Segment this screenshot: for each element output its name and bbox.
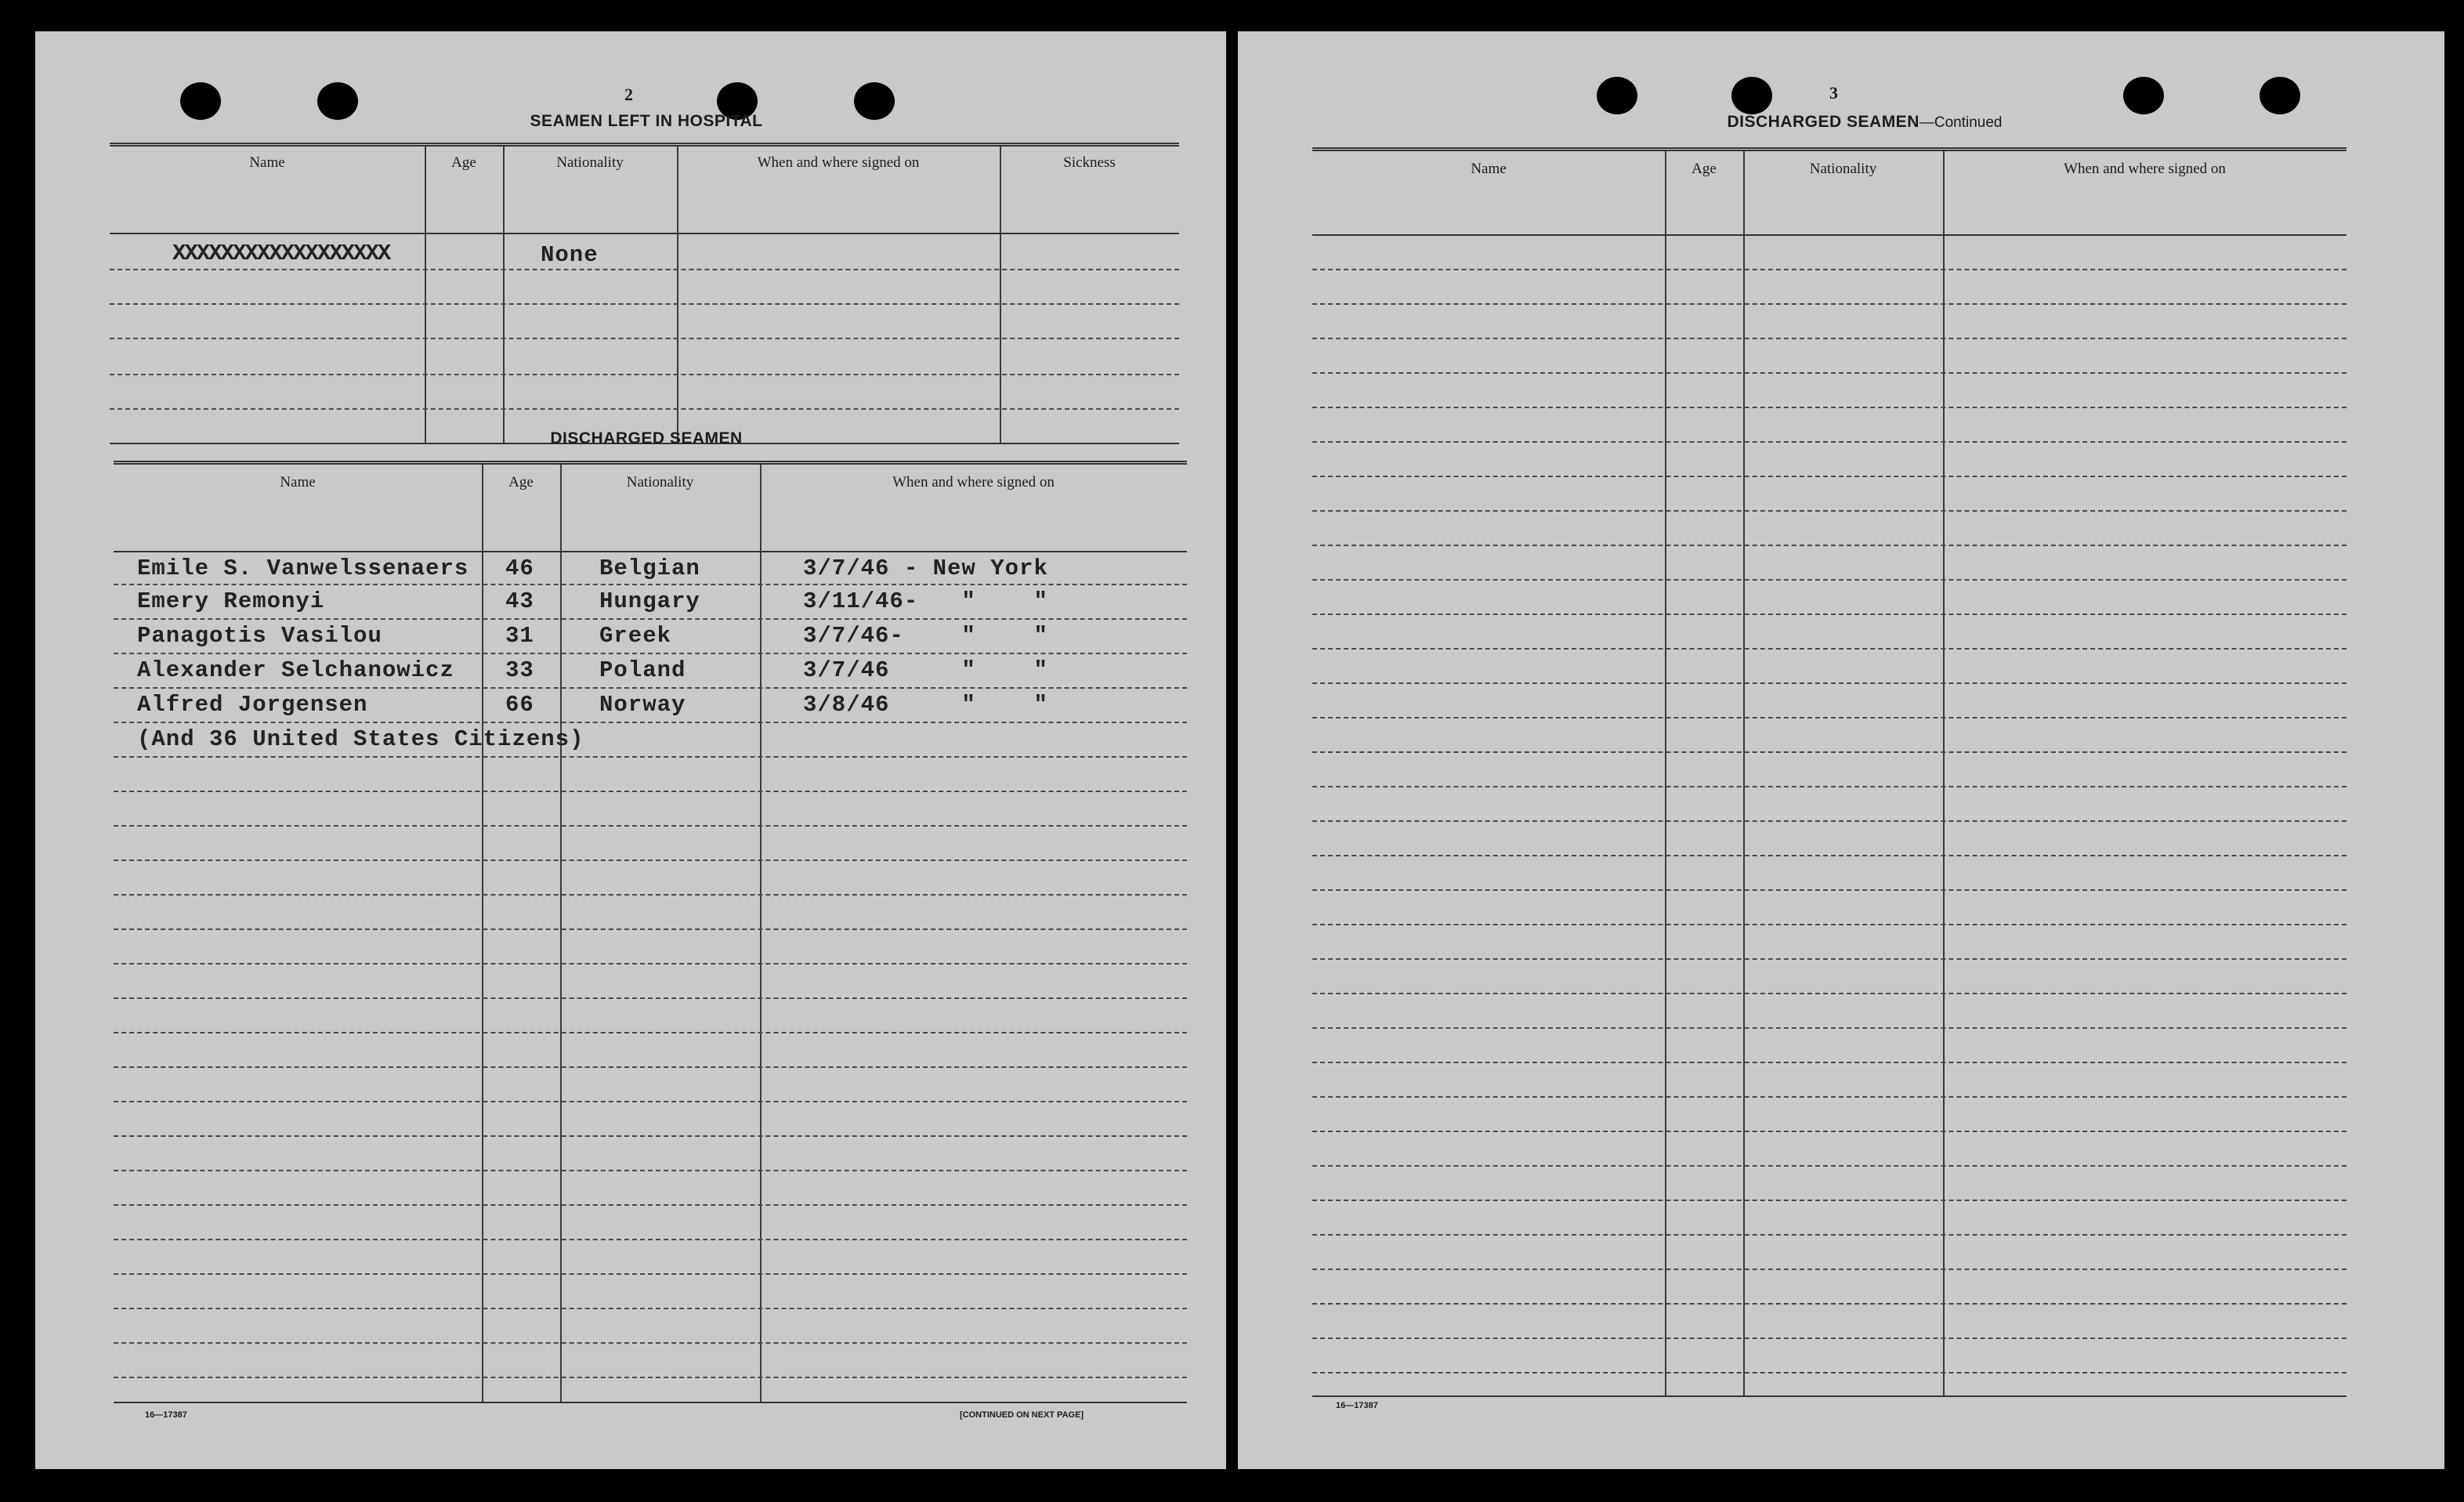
discharged-row-signed-on: 3/7/46- " " (803, 623, 1048, 649)
col-header-nationality: Nationality (556, 154, 624, 171)
discharged-continued-title (1630, 113, 2100, 132)
col-header-name: Name (280, 474, 316, 490)
page-number: 2 (624, 85, 633, 104)
hospital-row-nationality: None (541, 242, 599, 268)
continued-note: [CONTINUED ON NEXT PAGE] (960, 1410, 1084, 1420)
col-header-nationality: Nationality (1809, 161, 1877, 177)
discharged-continued-table (1312, 147, 2346, 1397)
discharged-row-age: 66 (505, 692, 534, 718)
hospital-row-name: XXXXXXXXXXXXXXXXXX (172, 241, 390, 266)
col-header-name: Name (249, 154, 285, 171)
right-page (1238, 31, 2444, 1469)
discharged-row-age: 46 (505, 556, 534, 581)
col-header-sickness: Sickness (1063, 154, 1116, 171)
hospital-table (110, 143, 1179, 444)
discharged-row-nationality: Belgian (599, 556, 700, 581)
discharged-row-signed-on: 3/7/46 " " (803, 657, 1048, 683)
punch-hole (2123, 77, 2164, 114)
discharged-section-title: DISCHARGED SEAMEN (550, 429, 743, 447)
discharged-note: (And 36 United States Citizens) (137, 726, 584, 752)
form-number: 16—17387 (1336, 1401, 1378, 1410)
col-header-age: Age (451, 154, 476, 171)
discharged-row-age: 31 (505, 623, 534, 649)
discharged-row-age: 43 (505, 588, 534, 614)
title-text: DISCHARGED SEAMEN (1727, 113, 1919, 131)
discharged-row-nationality: Hungary (599, 588, 700, 614)
col-header-name: Name (1471, 161, 1507, 177)
discharged-row-name: Alexander Selchanowicz (137, 657, 454, 683)
discharged-row-name: Alfred Jorgensen (137, 692, 368, 718)
punch-hole (2260, 77, 2300, 114)
discharged-table (114, 461, 1187, 1403)
left-page (35, 31, 1226, 1469)
discharged-row-age: 33 (505, 657, 534, 683)
page-number: 3 (1829, 83, 1838, 103)
col-header-signed-on: When and where signed on (757, 154, 920, 171)
discharged-row-nationality: Norway (599, 692, 686, 718)
discharged-row-nationality: Poland (599, 657, 686, 683)
hospital-section-title: SEAMEN LEFT IN HOSPITAL (530, 112, 763, 130)
discharged-row-name: Panagotis Vasilou (137, 623, 382, 649)
col-header-age: Age (508, 474, 534, 490)
discharged-row-signed-on: 3/11/46- " " (803, 588, 1048, 614)
col-header-signed-on: When and where signed on (2064, 161, 2226, 177)
discharged-row-nationality: Greek (599, 623, 672, 649)
punch-hole (180, 82, 221, 120)
punch-hole (854, 82, 895, 120)
form-number: 16—17387 (145, 1410, 187, 1420)
discharged-row-signed-on: 3/7/46 - New York (803, 556, 1048, 581)
punch-hole (1597, 77, 1637, 114)
title-suffix: —Continued (1919, 114, 2003, 131)
col-header-signed-on: When and where signed on (892, 474, 1055, 490)
col-header-nationality: Nationality (626, 474, 694, 490)
punch-hole (317, 82, 358, 120)
discharged-row-name: Emile S. Vanwelssenaers (137, 556, 469, 581)
discharged-row-signed-on: 3/8/46 " " (803, 692, 1048, 718)
discharged-row-name: Emery Remonyi (137, 588, 325, 614)
punch-hole (1731, 77, 1772, 114)
col-header-age: Age (1692, 161, 1717, 177)
